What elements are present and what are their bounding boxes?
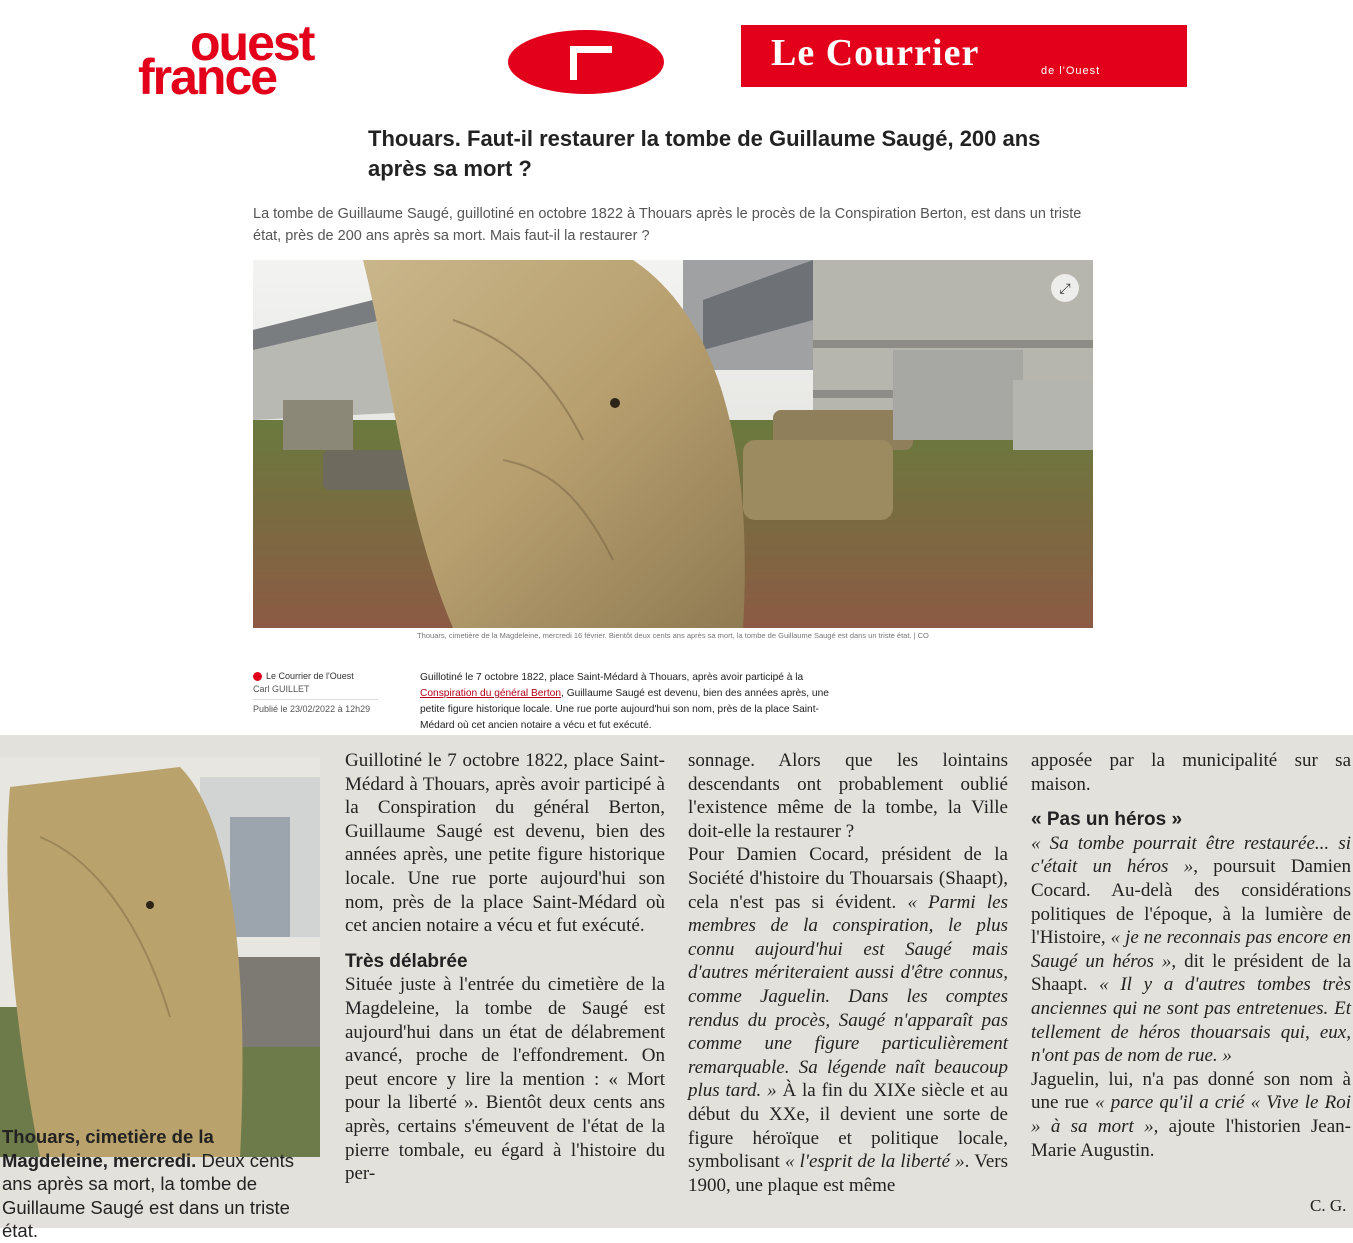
clipping-tombstone-illustration (0, 757, 320, 1157)
conspiration-link[interactable]: Conspiration du général Berton (420, 688, 562, 699)
article-source[interactable] (253, 670, 378, 683)
clipping-column-1 (345, 749, 665, 1186)
clipping-col2-quote-1: « Parmi les membres de la conspiration, le plus connu aujourd'hui est Saugé mais d'autres mériteraient aussi d'être connus, comme Jaguelin. Dans les comptes rendus du procès, Saugé n'apparaît pas comme une figure particulièrement remarquable. Sa légende naît beaucoup plus tard. » (688, 891, 1009, 1102)
clipping-column-3 (1031, 749, 1351, 1162)
clipping-column-2 (688, 749, 1008, 1197)
expand-photo-icon[interactable]: ⤢ (1051, 274, 1079, 302)
clipping-col1-paragraph-1: Guillotiné le 7 octobre 1822, place Saint-Médard à Thouars, après avoir participé à la Conspiration du général Berton, Guillaume Saugé est devenu, bien des années après, une petite figure historique locale. Une rue porte aujourd'hui son nom, près de la place Saint-Médard où cet ancien notaire a vécu et fut exécuté. (345, 750, 665, 937)
article-photo[interactable] (253, 260, 1093, 628)
clipping-col3-quote-2: « je ne reconnais pas encore en Saugé un héros » (1031, 927, 1351, 972)
courrier-logo-title: Le Courrier (771, 32, 980, 74)
clipping-caption-text: Deux cents ans après sa mort, la tombe de Guillaume Saugé est dans un triste état. (2, 1149, 295, 1241)
clipping-col3-text-2: , dit le président de la Shaapt. (1031, 950, 1352, 996)
article-author[interactable]: Carl GUILLET (253, 684, 310, 694)
clipping-caption-bold: Thouars, cimetière de la Magdeleine, mercredi. (2, 1126, 214, 1171)
courrier-ouest-logo (741, 25, 1187, 87)
article-body (420, 670, 840, 734)
ouest-france-logo-word-top: ouest (190, 15, 314, 71)
ouest-france-logo-word-bottom: france (138, 49, 277, 105)
clipping-subheading-pas-un-heros: « Pas un héros » (1031, 809, 1183, 831)
article-photo-caption: Thouars, cimetière de la Magdeleine, mercredi 16 février. Bientôt deux cents ans après sa mort, la tombe de Guillaume Saugé est dans un triste état. | CO (417, 631, 929, 640)
clipping-photo-caption (2, 1125, 320, 1243)
clipping-col1-paragraph-2: Située juste à l'entrée du cimetière de la Magdeleine, la tombe de Saugé est aujourd'hui dans un état de délabrement avancé, proche de l'effondrement. On peut encore y lire la mention : « Mort pour la liberté ». Bientôt deux cents ans après, certains s'émeuvent de l'état de la pierre tombale, eu égard à l'histoire du per- (345, 974, 665, 1185)
logo-bar (0, 0, 1353, 110)
clipping-col3-text-1: , poursuit Damien Cocard. Au-delà des considérations politiques de l'époque, à la lumière de l'Histoire, (1031, 856, 1351, 949)
clipping-photo (0, 757, 320, 1157)
article-meta (253, 670, 378, 716)
ouest-france-logo (138, 15, 668, 105)
courrier-logo-subtitle: de l'Ouest (1041, 65, 1101, 77)
clipping-subheading-tres-delabree: Très délabrée (345, 950, 468, 972)
clipping-col2-text-a: Pour Damien Cocard, président de la Société d'histoire du Thouarsais (Shaapt), cela n'est pas si évident. (688, 844, 1008, 913)
article-body-text-1: Guillotiné le 7 octobre 1822, place Saint-Médard à Thouars, après avoir participé à la (420, 672, 804, 683)
clipping-col2-text-b: À la fin du XIXe siècle et au début du XXe, il devient une sorte de figure héroïque et politique locale, symbolisant (688, 1080, 1009, 1173)
clipping-col2-text-c: . Vers 1900, une plaque est même (688, 1151, 1008, 1196)
article-lead: La tombe de Guillaume Saugé, guillotiné en octobre 1822 à Thouars après le procès de la Conspiration Berton, est dans un triste état, près de 200 ans après sa mort. Mais faut-il la restaurer ? (253, 206, 1082, 244)
clipping-col3-quote-3: « Il y a d'autres tombes très anciennes qui ne sont pas entretenues. Et tellement de héros thouarsais qui, eux, n'ont pas de nom de rue. » (1031, 974, 1351, 1067)
clipping-col3-quote-4: « parce qu'il a crié « Vive le Roi » à sa mort » (1031, 1092, 1351, 1137)
clipping-col2-quote-2: « l'esprit de la liberté » (784, 1151, 965, 1173)
article-source-name: Le Courrier de l'Ouest (266, 671, 354, 681)
ouest-france-emblem-icon (508, 30, 664, 94)
article-title: Thouars. Faut-il restaurer la tombe de Guillaume Saugé, 200 ans après sa mort ? (368, 126, 1041, 181)
article-body-text-2: , Guillaume Saugé est devenu, bien des années après, une petite figure historique locale. Une rue porte aujourd'hui son nom, près de la place Saint-Médard où cet ancien notaire a vécu et fut exécuté. (420, 688, 829, 731)
clipping-col2-paragraph-1: sonnage. Alors que les lointains descendants ont probablement oublié l'existence même de la tombe, la Ville doit-elle la restaurer ? (688, 750, 1008, 842)
source-logo-icon (253, 672, 262, 681)
clipping-signature: C. G. (1310, 1196, 1347, 1215)
article-published-date: Publié le 23/02/2022 à 12h29 (253, 699, 378, 716)
clipping-col3-text-4: , ajoute l'historien Jean-Marie Augustin. (1031, 1115, 1351, 1161)
clipping-col3-quote-1: « Sa tombe pourrait être restaurée... si c'était un héros » (1031, 832, 1351, 878)
tombstone-photo-illustration (253, 260, 1093, 628)
clipping-col3-paragraph-1: apposée par la municipalité sur sa maison. (1031, 750, 1351, 795)
clipping-col3-text-3: Jaguelin, lui, n'a pas donné son nom à une rue (1031, 1068, 1351, 1114)
